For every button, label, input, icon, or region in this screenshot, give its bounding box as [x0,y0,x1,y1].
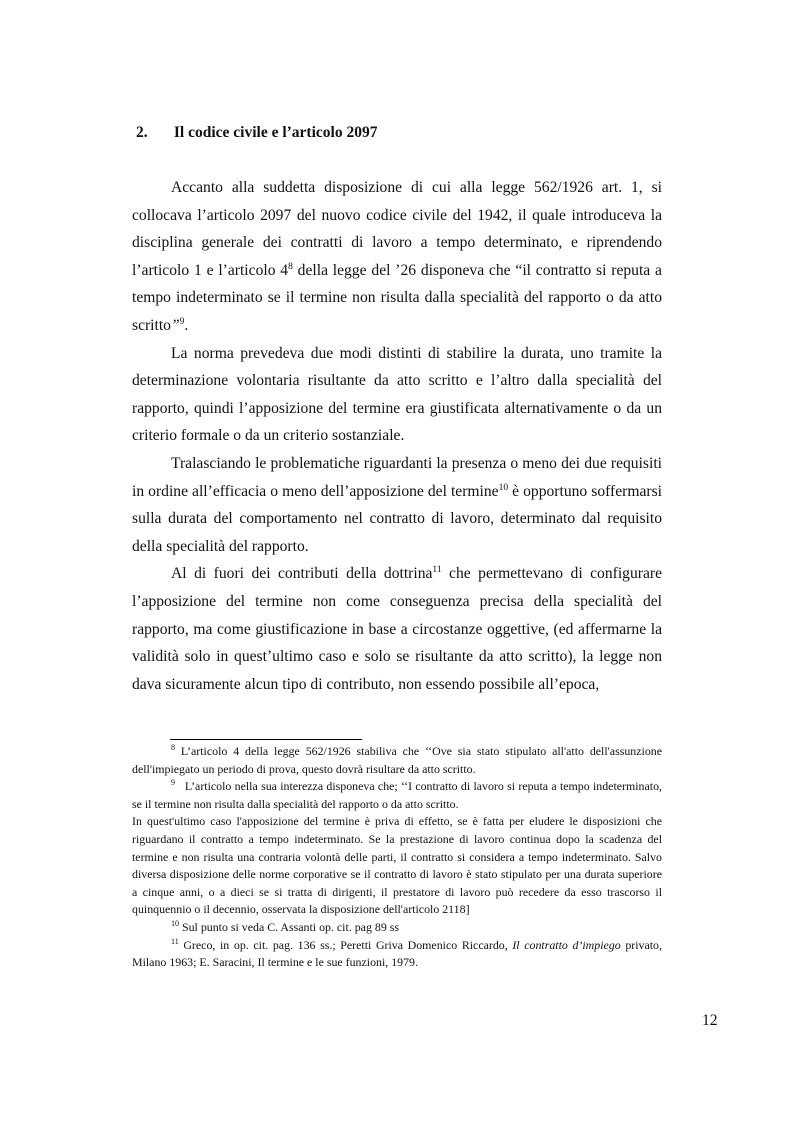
footnote-ref-9: 9 [179,316,185,327]
paragraph-3-text-a: Tralasciando le problematiche riguardanti la presenza o meno dei due requisiti in ordine all’efficacia o meno dell’apposizione del termine [132,454,662,500]
footnotes [132,743,662,972]
section-title: Il codice civile e l’articolo 2097 [173,124,378,141]
footnote-marker: 10 [171,918,179,928]
section-number: 2. [136,124,148,141]
paragraph-1 [132,174,662,340]
page-number: 12 [702,1012,718,1029]
paragraph-4-text-b: che permettevano di configurare l’apposizione del termine non come conseguenza precisa della specialità del rapporto, ma come giustificazione in base a circostanze oggettive, (ed affermarne la validità solo in quest’ultimo caso e solo se risultante da atto scritto), la legge non dava sicuramente alcun tipo di contributo, non essendo possibile all’epoca, [132,565,662,693]
footnote-10-text: Sul punto si veda C. Assanti op. cit. pag 89 ss [181,919,399,934]
footnote-marker: 8 [171,743,175,752]
footnote-11-text-a: Greco, in op. cit. pag. 136 ss.; Peretti Griva Domenico Riccardo, [183,937,513,952]
paragraph-1-text-c: . [184,316,189,334]
section-heading [136,124,377,142]
footnote-marker: 9 [171,778,175,788]
footnote-separator [170,739,362,740]
footnote-ref-11: 11 [432,565,442,576]
paragraph-1-text-b: della legge del ’26 disponeva che “il contratto si reputa a tempo indeterminato se il termine non risulta dalla specialità del rapporto o da atto scritto [132,261,662,334]
footnote-8 [132,743,662,778]
paragraph-4 [132,560,662,698]
footnote-ref-8: 8 [288,261,293,272]
footnote-marker: 11 [171,936,179,946]
footnote-9 [132,778,662,813]
footnote-11 [132,937,662,972]
paragraph-3 [132,450,662,560]
paragraph-3-text-b: è opportuno soffermarsi sulla durata del comportamento nel contratto di lavoro, determinato dal requisito della specialità del rapporto. [132,482,662,555]
footnote-9-continuation: In quest'ultimo caso l'apposizione del termine è priva di effetto, se è fatta per eludere le disposizioni che riguardano il contratto a tempo indeterminato. Se la prestazione di lavoro continua dopo la scadenza del termine e non risulta una contraria volontà delle parti, il contratto si considera a tempo indeterminato. Salvo diversa disposizione delle norme corporative se il contratto di lavoro è stato stipulato per una durata superiore a cinque anni, o a dieci se si tratta di dirigenti, il prestatore di lavoro può recedere da esso trascorso il quinquennio o il decennio, osservata la disposizione dell'articolo 2118] [132,814,662,917]
footnote-10 [132,919,662,937]
footnote-ref-10: 10 [498,482,509,493]
closing-quote: ” [170,316,180,334]
footnote-9-text: L’articolo nella sua interezza disponeva che; ‘‘I contratto di lavoro si reputa a tempo indeterminato, se il termine non risulta dalla specialità del rapporto o da atto scritto. [132,779,662,811]
paragraph-1-text-a: Accanto alla suddetta disposizione di cui alla legge 562/1926 art. 1, si collocava l’articolo 2097 del nuovo codice civile del 1942, il quale introduceva la disciplina generale dei contratti di lavoro a tempo determinato, e riprendendo l’articolo 1 e l’articolo 4 [132,179,662,279]
body-text [132,174,662,698]
paragraph-2: La norma prevedeva due modi distinti di stabilire la durata, uno tramite la determinazione volontaria risultante da atto scritto e l’altro dalla specialità del rapporto, quindi l’apposizione del termine era giustificata alternativamente o da un criterio formale o da un criterio sostanziale. [132,344,662,445]
footnote-11-italic-title: Il contratto d’impiego [512,937,621,952]
footnote-11-text-b: privato, Milano 1963; E. Saracini, Il termine e le sue funzioni, 1979. [132,937,662,970]
footnote-8-text: L’articolo 4 della legge 562/1926 stabiliva che ‘‘Ove sia stato stipulato all'atto dell'assunzione dell'impiegato un periodo di prova, questo dovrà risultare da atto scritto. [132,744,662,776]
paragraph-4-text-a: Al di fuori dei contributi della dottrina [171,565,433,583]
